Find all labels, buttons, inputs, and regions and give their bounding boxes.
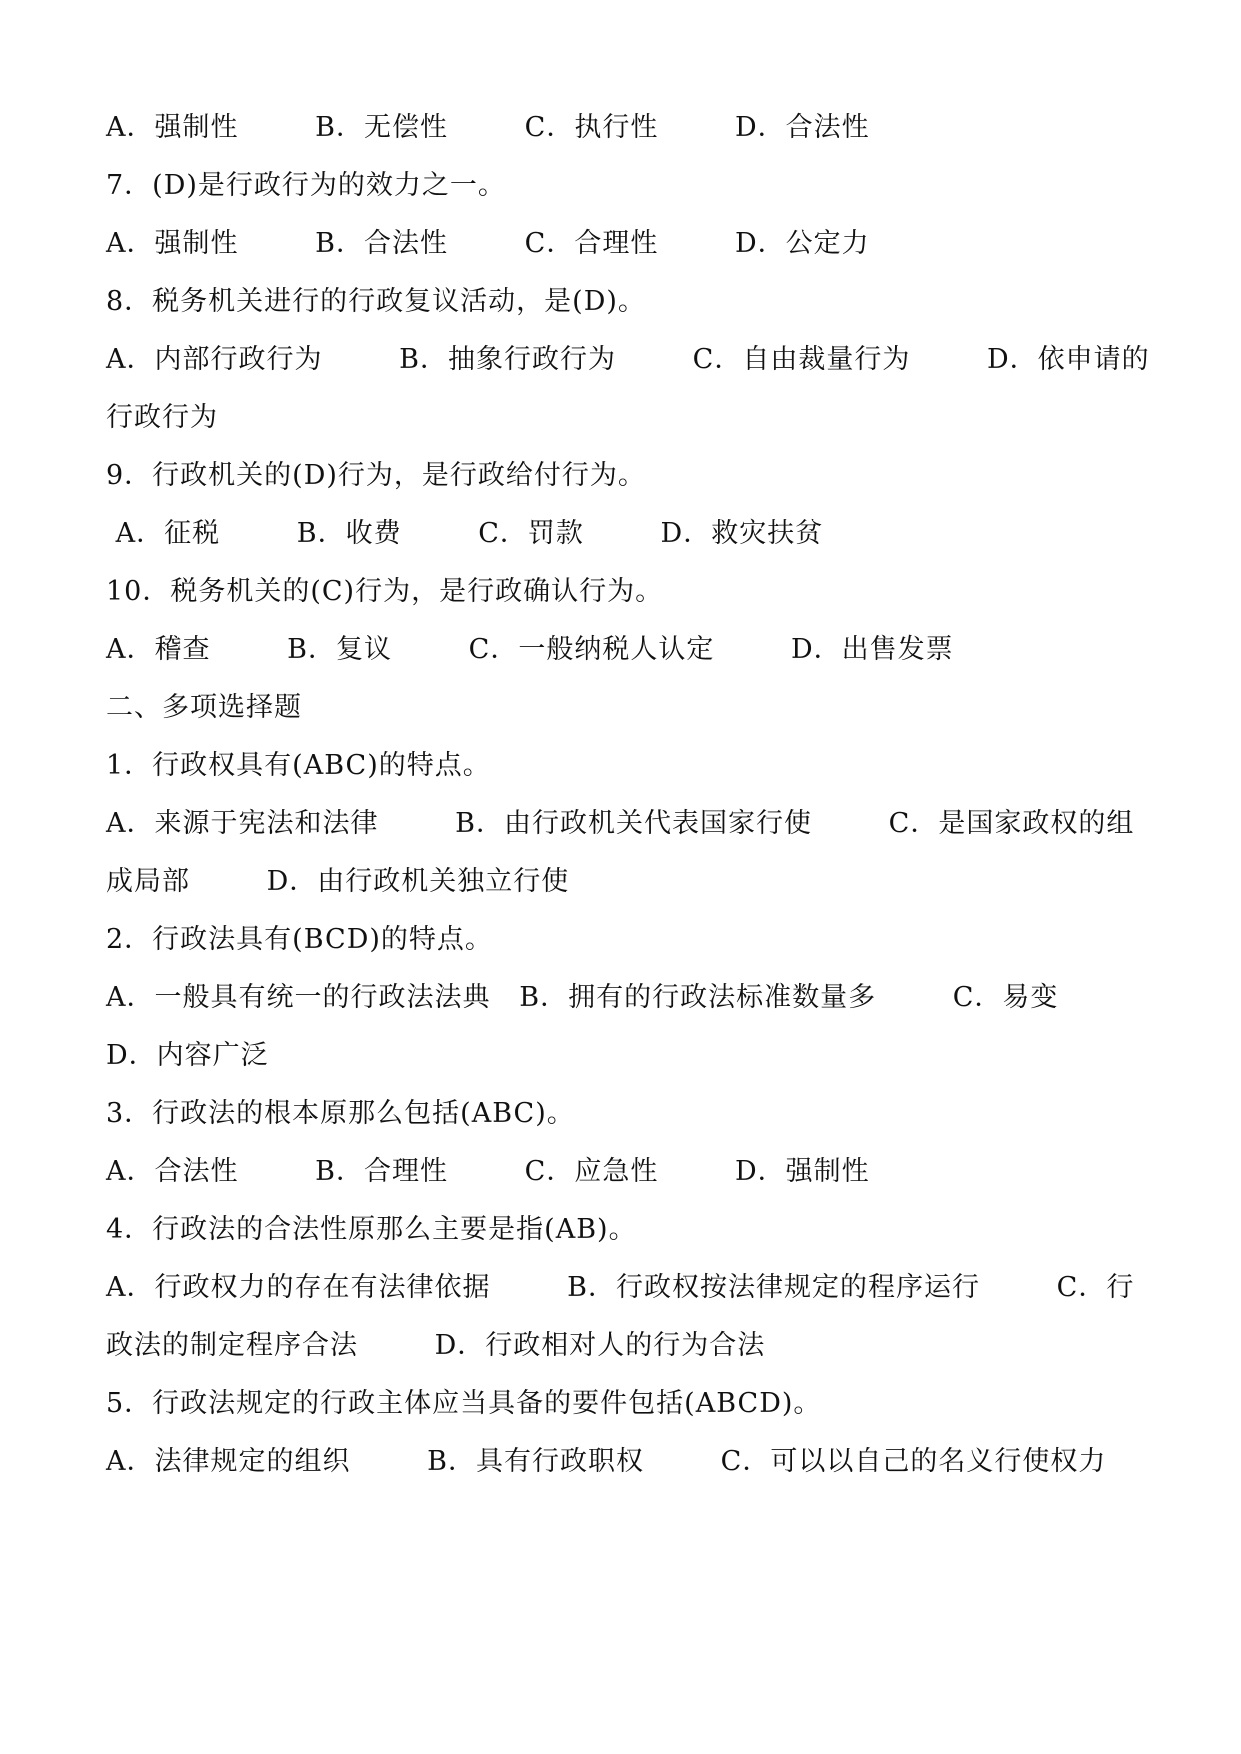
question-3: 3．行政法的根本原那么包括(ABC)。: [106, 1098, 575, 1129]
text-line: D．内容广泛: [106, 1040, 269, 1071]
text-line: A．合法性 B．合理性 C．应急性 D．强制性: [106, 1156, 870, 1187]
text-line: A．强制性 B．合法性 C．合理性 D．公定力: [106, 228, 870, 259]
text-line: A．强制性 B．无偿性 C．执行性 D．合法性: [106, 112, 870, 143]
text-line: A．征税 B．收费 C．罚款 D．救灾扶贫: [106, 518, 824, 549]
text-line: A．法律规定的组织 B．具有行政职权 C．可以以自己的名义行使权力: [106, 1446, 1107, 1477]
question-4: 4．行政法的合法性原那么主要是指(AB)。: [106, 1214, 637, 1245]
question-5: 5．行政法规定的行政主体应当具备的要件包括(ABCD)。: [106, 1388, 822, 1419]
text-line: A．行政权力的存在有法律依据 B．行政权按法律规定的程序运行 C．行: [106, 1272, 1135, 1303]
text-line: A．稽查 B．复议 C．一般纳税人认定 D．出售发票: [106, 634, 954, 665]
text-line: 政法的制定程序合法 D．行政相对人的行为合法: [106, 1330, 766, 1361]
question-1: 1．行政权具有(ABC)的特点。: [106, 750, 491, 781]
text-line: 成局部 D．由行政机关独立行使: [106, 866, 570, 897]
question-8: 8．税务机关进行的行政复议活动，是(D)。: [106, 286, 646, 317]
question-2: 2．行政法具有(BCD)的特点。: [106, 924, 493, 955]
question-7: 7．(D)是行政行为的效力之一。: [106, 170, 506, 201]
question-9: 9．行政机关的(D)行为，是行政给付行为。: [106, 460, 646, 491]
section-heading: 二、多项选择题: [106, 692, 302, 723]
question-10: 10．税务机关的(C)行为，是行政确认行为。: [106, 576, 664, 607]
text-line: A．内部行政行为 B．抽象行政行为 C．自由裁量行为 D．依申请的: [106, 344, 1150, 375]
text-line: A．一般具有统一的行政法法典 B．拥有的行政法标准数量多 C．易变: [106, 982, 1059, 1013]
text-line: A．来源于宪法和法律 B．由行政机关代表国家行使 C．是国家政权的组: [106, 808, 1135, 839]
text-line: 行政行为: [106, 402, 218, 433]
